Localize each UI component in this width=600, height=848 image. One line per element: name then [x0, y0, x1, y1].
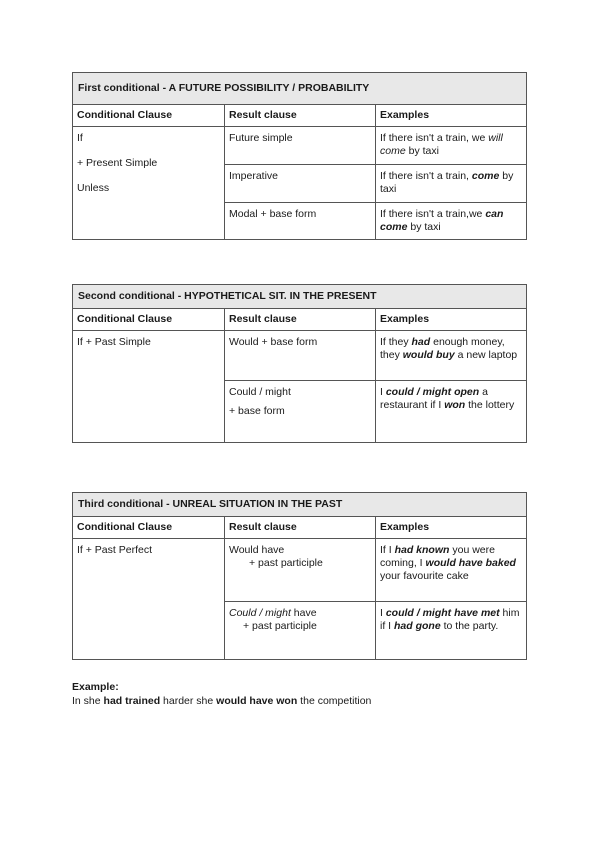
first-conditional-table: [72, 72, 527, 240]
table-title: First conditional - A FUTURE POSSIBILITY / PROBABILITY: [73, 73, 527, 105]
column-header: Result clause: [225, 517, 376, 539]
result-cell: Could / might + base form: [225, 381, 376, 443]
result-cell: Could / might have + past participle: [225, 602, 376, 660]
clause-text: Unless: [77, 182, 110, 194]
example-cell: I could / might open a restaurant if I won the lottery: [376, 381, 527, 443]
column-header: Examples: [376, 517, 527, 539]
column-header: Conditional Clause: [73, 517, 225, 539]
column-header: Result clause: [225, 309, 376, 331]
example-sentence: In she had trained harder she would have won the competition: [72, 695, 372, 707]
column-header: Conditional Clause: [73, 105, 225, 127]
conditional-clause-cell: [73, 127, 225, 240]
conditional-clause-cell: If + Past Simple: [73, 331, 225, 443]
result-cell: Imperative: [225, 165, 376, 203]
example-section: [72, 680, 371, 708]
example-cell: If I had known you were coming, I would have baked your favourite cake: [376, 539, 527, 602]
column-header: Result clause: [225, 105, 376, 127]
result-cell: Would + base form: [225, 331, 376, 381]
second-conditional-table: [72, 284, 527, 443]
clause-text: If: [77, 132, 83, 144]
example-label: Example:: [72, 681, 119, 693]
example-cell: If there isn't a train, come by taxi: [376, 165, 527, 203]
example-cell: If they had enough money, they would buy a new laptop: [376, 331, 527, 381]
clause-text: + Present Simple: [77, 157, 158, 169]
example-cell: If there isn't a train, we will come by taxi: [376, 127, 527, 165]
conditional-clause-cell: If + Past Perfect: [73, 539, 225, 660]
column-header: Examples: [376, 309, 527, 331]
table-title: Second conditional - HYPOTHETICAL SIT. IN THE PRESENT: [73, 285, 527, 309]
example-cell: I could / might have met him if I had gone to the party.: [376, 602, 527, 660]
column-header: Examples: [376, 105, 527, 127]
table-title: Third conditional - UNREAL SITUATION IN THE PAST: [73, 493, 527, 517]
column-header: Conditional Clause: [73, 309, 225, 331]
example-cell: If there isn't a train,we can come by taxi: [376, 203, 527, 240]
result-cell: Modal + base form: [225, 203, 376, 240]
third-conditional-table: [72, 492, 527, 660]
result-cell: Future simple: [225, 127, 376, 165]
result-cell: Would have + past participle: [225, 539, 376, 602]
